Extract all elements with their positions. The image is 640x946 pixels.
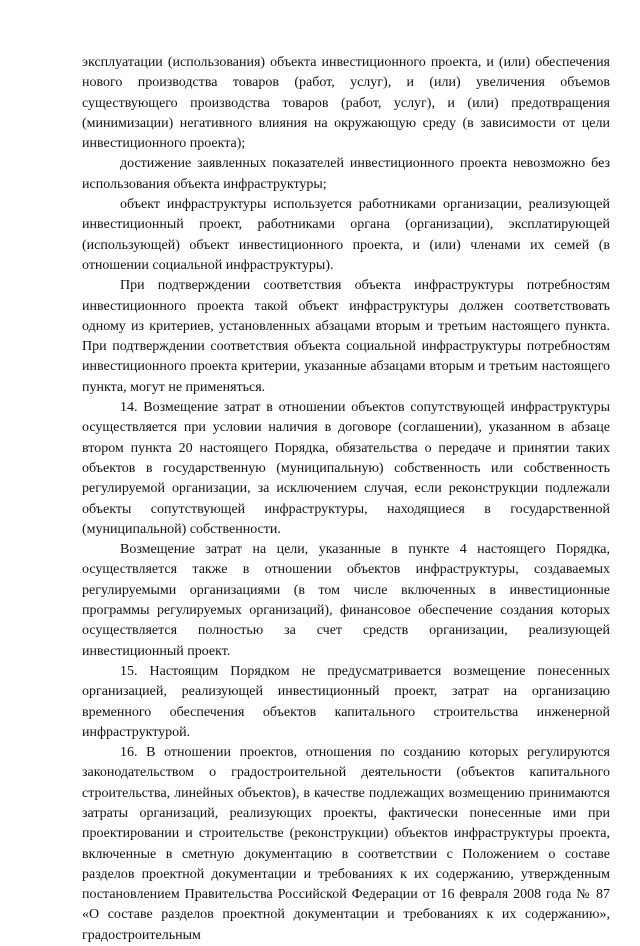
paragraph-item-15: 15. Настоящим Порядком не предусматривается возмещение понесенных организацией, реализующей инвестиционный проект, затрат на организацию временного обеспечения объектов капитального строительства инженерной инфраструктурой. bbox=[82, 663, 610, 740]
paragraph-item-16: 16. В отношении проектов, отношения по созданию которых регулируются законодательством о градостроительной деятельности (объектов капитального строительства, линейных объектов), в качестве подлежащих возмещению принимаются затраты организаций, реализующих проекты, фактически понесенные ими при проектировании и строительстве (реконструкции) объектов инфраструктуры проекта, включенные в сметную документацию в соответствии с Положением о составе разделов проектной документации и требованиях к их содержанию, утвержденным постановлением Правительства Российской Федерации от 16 февраля 2008 года № 87 «О составе разделов проектной документации и требованиях к их содержанию», градостроительным bbox=[82, 745, 610, 943]
paragraph-confirmation: При подтверждении соответствия объекта инфраструктуры потребностям инвестиционного проекта такой объект инфраструктуры должен соответствовать одному из критериев, установленных абзацами вторым и третьим настоящего пункта. При подтверждении соответствия объекта социальной инфраструктуры потребностям инвестиционного проекта критерии, указанные абзацами вторым и третьим настоящего пункта, могут не применяться. bbox=[82, 278, 610, 395]
paragraph-criterion-achievement: достижение заявленных показателей инвестиционного проекта невозможно без использования объекта инфраструктуры; bbox=[82, 156, 610, 192]
paragraph-item-14: 14. Возмещение затрат в отношении объектов сопутствующей инфраструктуры осуществляется при условии наличия в договоре (соглашении), указанном в абзаце втором пункта 20 настоящего Порядка, обязательства о передаче и принятии таких объектов в государственную (муниципальную) собственность или собственность регулируемой организации, за исключением случая, если реконструкции подлежали объекты сопутствующей инфраструктуры, находящиеся в государственной (муниципальной) собственности. bbox=[82, 400, 610, 537]
paragraph-continuation: эксплуатации (использования) объекта инвестиционного проекта, и (или) обеспечения нового производства товаров (работ, услуг), и (или) увеличения объемов существующего производства товаров (работ, услуг), и (или) предотвращения (минимизации) негативного влияния на окружающую среду (в зависимости от цели инвестиционного проекта); bbox=[82, 55, 610, 152]
paragraph-reimbursement: Возмещение затрат на цели, указанные в пункте 4 настоящего Порядка, осуществляется также в отношении объектов инфраструктуры, создаваемых регулируемыми организациями (в том числе включенных в инвестиционные программы регулируемых организаций), финансовое обеспечение создания которых осуществляется полностью за счет средств организации, реализующей инвестиционный проект. bbox=[82, 542, 610, 659]
document-body bbox=[82, 53, 610, 946]
paragraph-criterion-usage: объект инфраструктуры используется работниками организации, реализующей инвестиционный проект, работниками органа (организации), эксплатирующей (использующей) объект инвестиционного проекта, и (или) членами их семей (в отношении социальной инфраструктуры). bbox=[82, 197, 610, 273]
